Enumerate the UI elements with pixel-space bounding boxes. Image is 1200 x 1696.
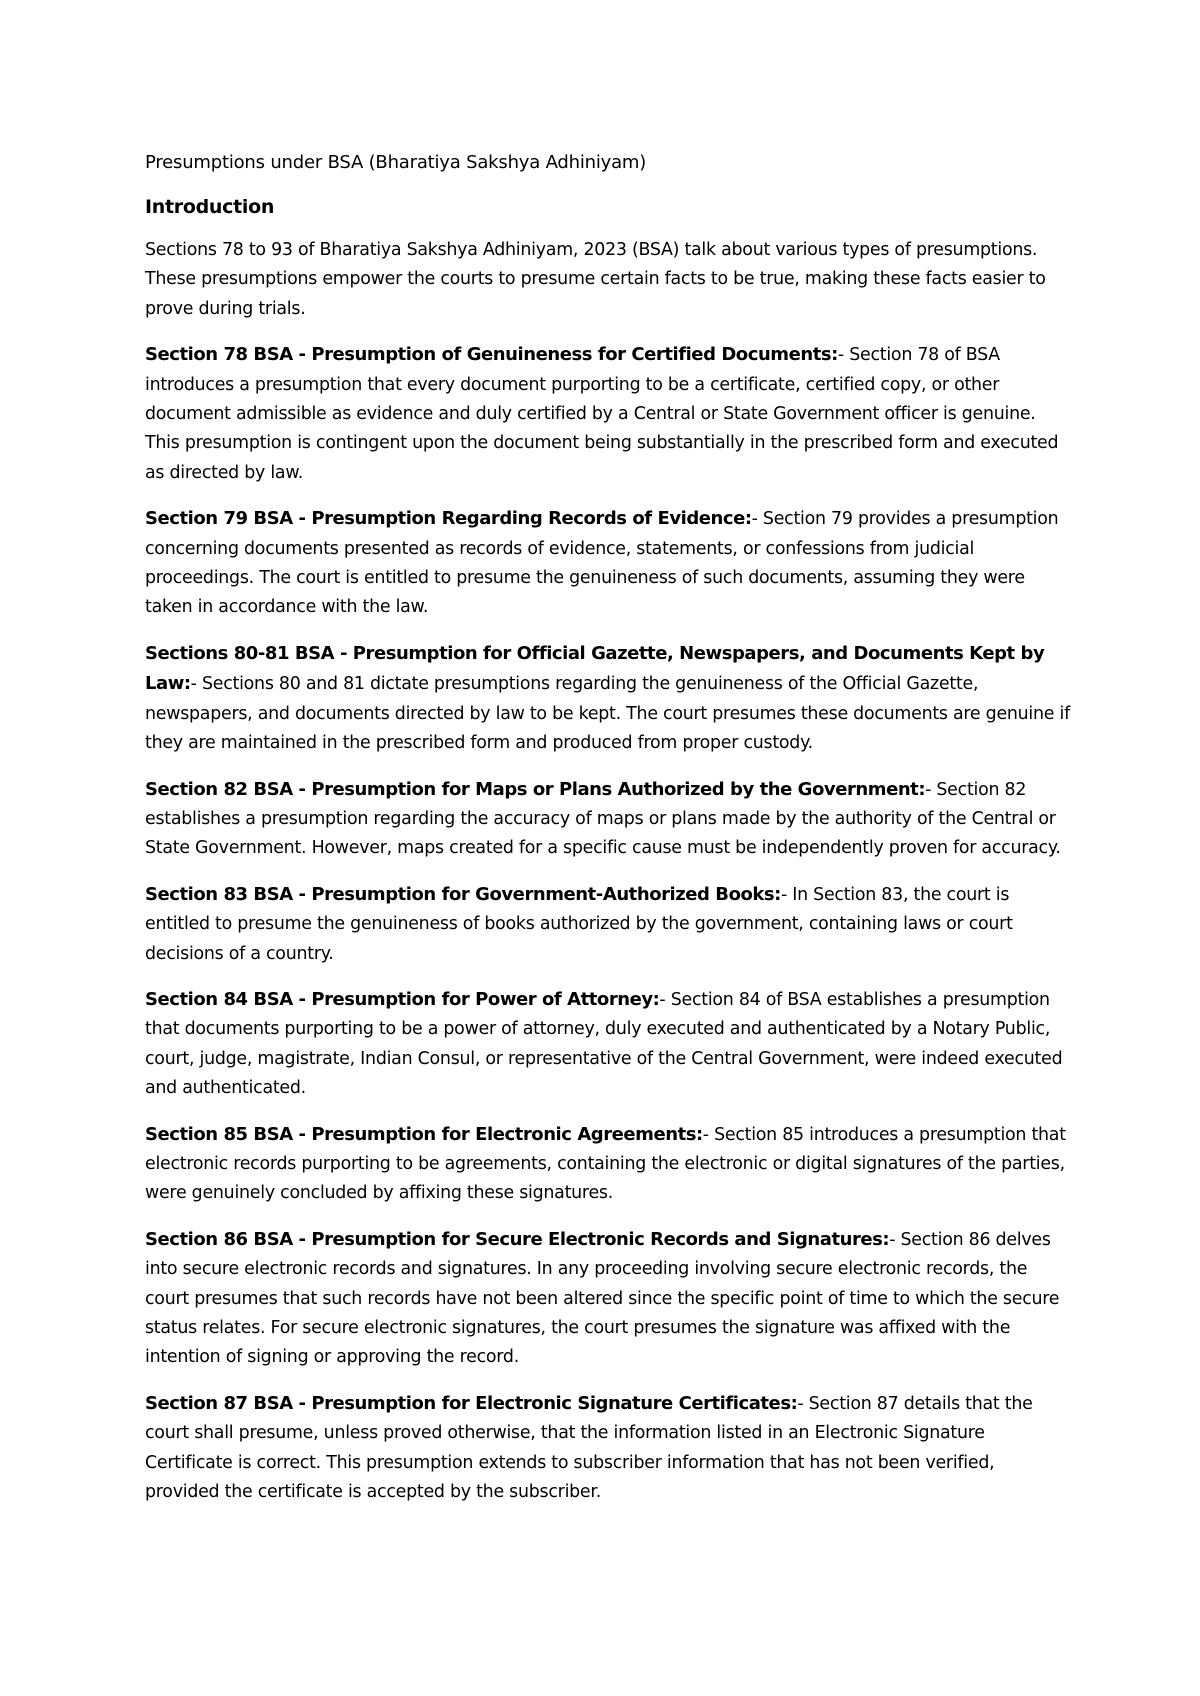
section-78-body: - Section 78 of BSA introduces a presumption that every document purporting to be a certificate, certified copy, or other document admissible as evidence and duly certified by a Central or State Government officer is genuine. This presumption is contingent upon the document being substantially in the prescribed form and executed as directed by law. (145, 345, 1059, 483)
section-84-paragraph (145, 985, 1070, 1104)
section-83-lead: Section 83 BSA - Presumption for Government-Authorized Books: (145, 883, 781, 905)
section-84-lead: Section 84 BSA - Presumption for Power of Attorney: (145, 988, 660, 1010)
section-82-body: - Section 82 establishes a presumption regarding the accuracy of maps or plans made by the authority of the Central or State Government. However, maps created for a specific cause must be independently proven for accuracy. (145, 779, 1061, 859)
section-87-body: - Section 87 details that the court shall presume, unless proved otherwise, that the information listed in an Electronic Signature Certificate is correct. This presumption extends to subscriber information that has not been verified, provided the certificate is accepted by the subscriber. (145, 1393, 1033, 1503)
section-79-paragraph (145, 504, 1070, 623)
section-86-lead: Section 86 BSA - Presumption for Secure Electronic Records and Signatures: (145, 1228, 890, 1250)
document-page (145, 148, 1070, 1523)
document-title: Presumptions under BSA (Bharatiya Sakshya Adhiniyam) (145, 152, 647, 173)
section-87-lead: Section 87 BSA - Presumption for Electronic Signature Certificates: (145, 1392, 798, 1414)
section-80-81-body: - Sections 80 and 81 dictate presumptions regarding the genuineness of the Official Gazette, newspapers, and documents directed by law to be kept. The court presumes these documents are genuine if they are maintained in the prescribed form and produced from proper custody. (145, 674, 1070, 754)
section-85-body: - Section 85 introduces a presumption that electronic records purporting to be agreements, containing the electronic or digital signatures of the parties, were genuinely concluded by affixing these signatures. (145, 1124, 1066, 1204)
section-79-body: - Section 79 provides a presumption concerning documents presented as records of evidence, statements, or confessions from judicial proceedings. The court is entitled to presume the genuineness of such documents, assuming they were taken in accordance with the law. (145, 509, 1059, 618)
section-80-81-lead: Sections 80-81 BSA - Presumption for Official Gazette, Newspapers, and Documents Kept by Law: (145, 642, 1045, 695)
section-86-body: - Section 86 delves into secure electronic records and signatures. In any proceeding involving secure electronic records, the court presumes that such records have not been altered since the specific point of time to which the secure status relates. For secure electronic signatures, the court presumes the signature was affixed with the intention of signing or approving the record. (145, 1229, 1060, 1368)
section-85-lead: Section 85 BSA - Presumption for Electronic Agreements: (145, 1123, 703, 1145)
section-86-paragraph (145, 1225, 1070, 1373)
section-87-paragraph (145, 1389, 1070, 1508)
section-78-lead: Section 78 BSA - Presumption of Genuineness for Certified Documents: (145, 344, 838, 366)
section-83-body: - In Section 83, the court is entitled to presume the genuineness of books authorized by the government, containing laws or court decisions of a country. (145, 884, 1013, 964)
section-83-paragraph (145, 880, 1070, 969)
section-85-paragraph (145, 1120, 1070, 1209)
section-78-paragraph (145, 340, 1070, 488)
section-82-lead: Section 82 BSA - Presumption for Maps or Plans Authorized by the Government: (145, 778, 926, 800)
section-80-81-paragraph (145, 639, 1070, 759)
section-82-paragraph (145, 775, 1070, 864)
intro-paragraph: Sections 78 to 93 of Bharatiya Sakshya Adhiniyam, 2023 (BSA) talk about various types of presumptions. These presumptions empower the courts to presume certain facts to be true, making these facts easier to prove during trials. (145, 240, 1046, 319)
section-heading-introduction: Introduction (145, 196, 275, 218)
section-84-body: - Section 84 of BSA establishes a presumption that documents purporting to be a power of attorney, duly executed and authenticated by a Notary Public, court, judge, magistrate, Indian Consul, or representative of the Central Government, were indeed executed and authenticated. (145, 989, 1063, 1099)
section-79-lead: Section 79 BSA - Presumption Regarding Records of Evidence: (145, 508, 752, 530)
